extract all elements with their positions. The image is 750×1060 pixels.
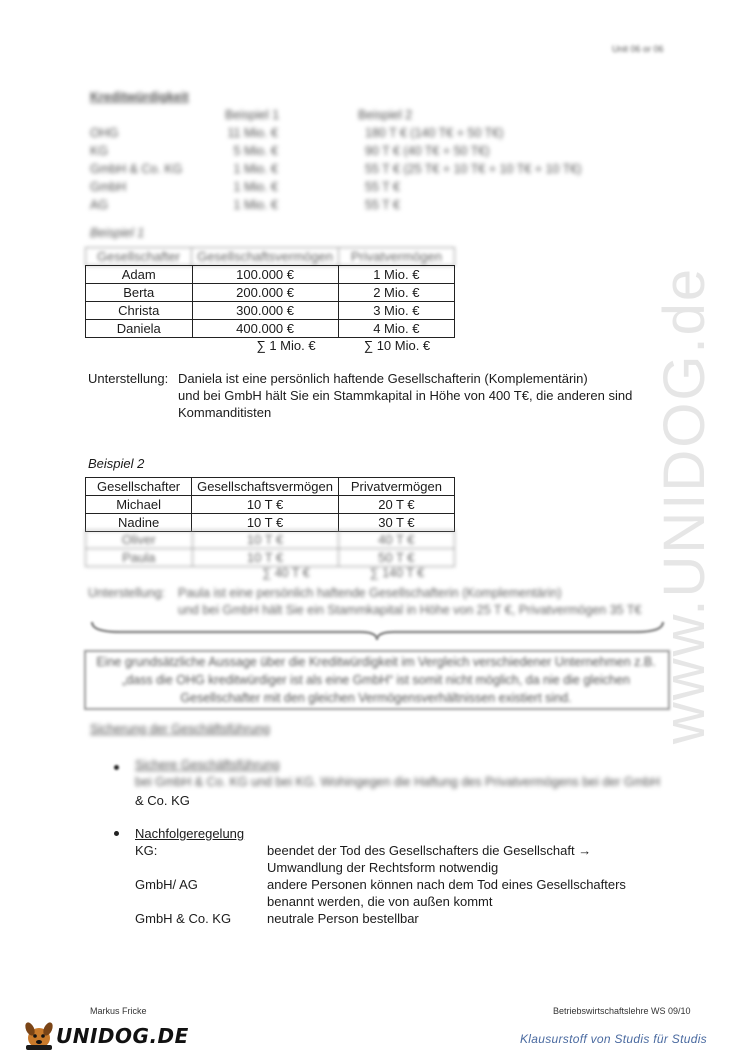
table-cell: Christa	[86, 302, 193, 320]
example1-table	[85, 265, 455, 338]
conclusion-line: „dass die OHG kreditwürdiger ist als eine GmbH“ ist somit nicht möglich, da nie die gleichen	[122, 673, 630, 687]
example1-assumption-line: Kommanditisten	[178, 405, 272, 420]
credit-cell: 55 T € (25 T€ + 10 T€ + 10 T€ + 10 T€)	[365, 162, 582, 176]
footer-author: Markus Fricke	[90, 1006, 147, 1016]
succession-line: benannt werden, die von außen kommt	[267, 894, 493, 909]
table-cell: 50 T €	[338, 549, 454, 567]
table-cell: 100.000 €	[192, 266, 338, 284]
table-cell: 1 Mio. €	[338, 266, 454, 284]
table-row	[86, 531, 455, 549]
table-row	[86, 266, 455, 284]
table-row	[86, 496, 455, 514]
bullet1-title: Sichere Geschäftsführung	[135, 758, 280, 772]
table-cell: 4 Mio. €	[338, 320, 454, 338]
table-row	[86, 320, 455, 338]
conclusion-line: Gesellschafter mit den gleichen Vermögensverhältnissen existiert sind.	[180, 691, 572, 705]
bullet1-line: bei GmbH & Co. KG und bei KG. Wohingegen die Haftung des Privatvermögens bei der GmbH	[135, 775, 661, 789]
conclusion-text	[90, 653, 662, 707]
credit-cell: 1 Mio. €	[233, 162, 278, 176]
example1-assumption-line: und bei GmbH hält Sie ein Stammkapital in Höhe von 400 T€, die anderen sind	[178, 388, 633, 403]
table-row	[86, 549, 455, 567]
example2-sum-company: ∑ 40 T €	[262, 566, 310, 580]
table-cell: Berta	[86, 284, 193, 302]
footer-course: Betriebswirtschaftslehre WS 09/10	[553, 1006, 691, 1016]
succession-line: andere Personen können nach dem Tod eines Gesellschafters	[267, 877, 626, 892]
table-cell: 2 Mio. €	[338, 284, 454, 302]
table-cell: 40 T €	[338, 531, 454, 549]
curly-brace-icon	[90, 620, 665, 642]
table-row	[86, 302, 455, 320]
credit-cell: GmbH	[90, 180, 127, 194]
credit-cell: GmbH & Co. KG	[90, 162, 183, 176]
header-cell: Gesellschafter	[86, 478, 192, 496]
succession-line: Umwandlung der Rechtsform notwendig	[267, 860, 499, 875]
table-cell: 20 T €	[338, 496, 454, 514]
example1-assumption-label: Unterstellung:	[88, 371, 169, 386]
example2-assumption-label: Unterstellung:	[88, 586, 166, 600]
logo-text: UNIDOG.DE	[56, 1024, 189, 1048]
credit-cell: 1 Mio. €	[233, 198, 278, 212]
table-cell: Nadine	[86, 514, 192, 532]
table-cell: 10 T €	[192, 496, 339, 514]
bullet2-title: Nachfolgeregelung	[135, 826, 245, 841]
table-cell: 10 T €	[192, 549, 338, 567]
credit-cell: AG	[90, 198, 109, 212]
table-cell: Daniela	[86, 320, 193, 338]
credit-cell: 5 Mio. €	[233, 144, 278, 158]
example2-assumption-line: Paula ist eine persönlich haftende Gesellschafterin (Komplementärin)	[178, 586, 562, 600]
credit-cell: 55 T €	[365, 180, 400, 194]
table-cell: 10 T €	[192, 531, 338, 549]
credit-cell: 11 Mio. €	[227, 126, 278, 140]
example1-header-row	[85, 247, 455, 266]
credit-cell: 55 T €	[365, 198, 400, 212]
bullet1-line: & Co. KG	[135, 793, 190, 808]
table-cell: Adam	[86, 266, 193, 284]
table-row	[86, 284, 455, 302]
page-ref: Unit 06 or 06	[612, 44, 664, 54]
table-cell: 3 Mio. €	[338, 302, 454, 320]
bullet-icon	[114, 831, 119, 836]
credit-cell: OHG	[90, 126, 119, 140]
credit-col2: Beispiel 2	[358, 108, 413, 122]
succession-form: GmbH/ AG	[135, 877, 198, 892]
succession-line: beendet der Tod des Gesellschafters die Gesellschaft →	[267, 843, 592, 858]
header-cell: Privatvermögen	[338, 478, 454, 496]
table-cell: Paula	[86, 549, 193, 567]
example2-table	[85, 477, 455, 532]
header-cell: Gesellschafter	[86, 248, 192, 266]
table-cell: 300.000 €	[192, 302, 338, 320]
example2-faded-table	[85, 530, 455, 567]
credit-cell: KG	[90, 144, 109, 158]
example2-assumption-line: und bei GmbH hält Sie ein Stammkapital in Höhe von 25 T €, Privatvermögen 35 T€	[178, 603, 642, 617]
credit-cell: 180 T € (140 T€ + 50 T€)	[365, 126, 504, 140]
credit-col1: Beispiel 1	[225, 108, 280, 122]
unidog-logo	[22, 1018, 189, 1054]
header-cell: Privatvermögen	[338, 248, 454, 266]
table-cell: 10 T €	[192, 514, 339, 532]
table-cell: 30 T €	[338, 514, 454, 532]
table-cell: 200.000 €	[192, 284, 338, 302]
example1-sum-company: ∑ 1 Mio. €	[256, 338, 316, 353]
example2-heading: Beispiel 2	[88, 456, 145, 471]
succession-line: neutrale Person bestellbar	[267, 911, 419, 926]
table-row	[86, 514, 455, 532]
slogan: Klausurstoff von Studis für Studis	[520, 1032, 707, 1046]
table-cell: Michael	[86, 496, 192, 514]
credit-cell: 90 T € (40 T€ + 50 T€)	[365, 144, 490, 158]
example1-assumption-line: Daniela ist eine persönlich haftende Gesellschafterin (Komplementärin)	[178, 371, 588, 386]
credit-cell: 1 Mio. €	[233, 180, 278, 194]
header-cell: Gesellschaftsvermögen	[192, 248, 339, 266]
conclusion-line: Eine grundsätzliche Aussage über die Kreditwürdigkeit im Vergleich verschiedener Unternehmen z.B.	[96, 655, 656, 669]
succession-form: GmbH & Co. KG	[135, 911, 232, 926]
table-header-row	[86, 478, 455, 496]
dog-icon	[22, 1018, 56, 1052]
credit-title: Kreditwürdigkeit	[90, 90, 189, 104]
example2-sum-private: ∑ 140 T €	[369, 566, 425, 580]
example1-heading: Beispiel 1	[90, 226, 145, 240]
bullet-icon	[114, 765, 119, 770]
example1-sum-private: ∑ 10 Mio. €	[363, 338, 431, 353]
table-cell: 400.000 €	[192, 320, 338, 338]
management-title: Sicherung der Geschäftsführung	[90, 722, 270, 736]
table-cell: Oliver	[86, 531, 193, 549]
header-cell: Gesellschaftsvermögen	[192, 478, 339, 496]
succession-form: KG:	[135, 843, 158, 858]
watermark: www.UNIDOG.de	[652, 266, 718, 744]
